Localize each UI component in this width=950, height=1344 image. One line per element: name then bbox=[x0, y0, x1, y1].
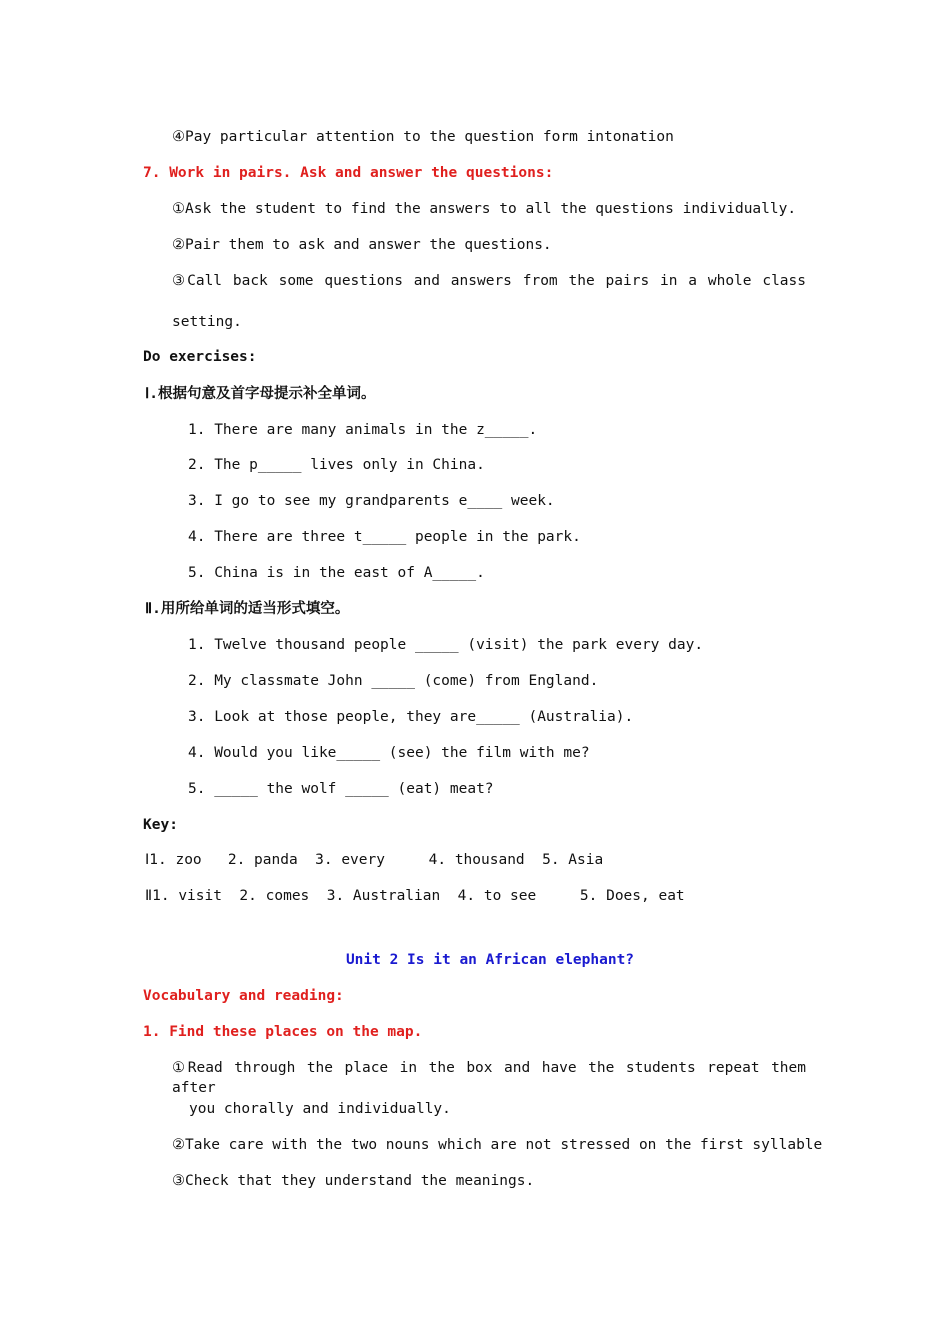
exercise-2-item-3: 3. Look at those people, they are_____ (Australia). bbox=[188, 709, 634, 725]
exercises-heading: Do exercises: bbox=[143, 349, 257, 365]
vocabulary-heading: Vocabulary and reading: bbox=[143, 988, 344, 1004]
step-3-continuation: setting. bbox=[172, 314, 242, 330]
exercise-2-item-1: 1. Twelve thousand people _____ (visit) the park every day. bbox=[188, 637, 704, 653]
exercise-2-item-2: 2. My classmate John _____ (come) from England. bbox=[188, 673, 599, 689]
section-1-heading: 1. Find these places on the map. bbox=[143, 1024, 423, 1040]
step-2-text: ②Pair them to ask and answer the questions. bbox=[172, 237, 552, 253]
exercise-1-item-4: 4. There are three t_____ people in the park. bbox=[188, 529, 581, 545]
vocab-step-3-text: ③Check that they understand the meanings. bbox=[172, 1173, 535, 1189]
step-1-text: ①Ask the student to find the answers to all the questions individually. bbox=[172, 201, 797, 217]
exercise-1-item-5: 5. China is in the east of A_____. bbox=[188, 565, 485, 581]
key-answers-2: Ⅱ1. visit 2. comes 3. Australian 4. to see 5. Does, eat bbox=[145, 888, 685, 904]
exercise-2-item-4: 4. Would you like_____ (see) the film with me? bbox=[188, 745, 590, 761]
vocab-step-1-continuation: you chorally and individually. bbox=[189, 1101, 451, 1117]
key-answers-1: Ⅰ1. zoo 2. panda 3. every 4. thousand 5. Asia bbox=[145, 852, 604, 868]
step-3-text: ③Call back some questions and answers from the pairs in a whole class bbox=[172, 273, 806, 289]
vocab-step-1-text: ①Read through the place in the box and have the students repeat them after bbox=[172, 1060, 806, 1096]
exercise-1-item-2: 2. The p_____ lives only in China. bbox=[188, 457, 485, 473]
exercise-1-item-3: 3. I go to see my grandparents e____ week. bbox=[188, 493, 555, 509]
exercise-2-item-5: 5. _____ the wolf _____ (eat) meat? bbox=[188, 781, 494, 797]
exercise-2-heading: Ⅱ.用所给单词的适当形式填空。 bbox=[145, 601, 350, 617]
unit-title: Unit 2 Is it an African elephant? bbox=[345, 952, 635, 968]
exercise-1-item-1: 1. There are many animals in the z_____. bbox=[188, 422, 538, 438]
key-heading: Key: bbox=[143, 817, 178, 833]
section-7-heading: 7. Work in pairs. Ask and answer the questions: bbox=[143, 165, 554, 181]
step-4-text: ④Pay particular attention to the question form intonation bbox=[172, 129, 674, 145]
exercise-1-heading: Ⅰ.根据句意及首字母提示补全单词。 bbox=[145, 386, 376, 402]
vocab-step-2-text: ②Take care with the two nouns which are not stressed on the first syllable bbox=[172, 1137, 823, 1153]
